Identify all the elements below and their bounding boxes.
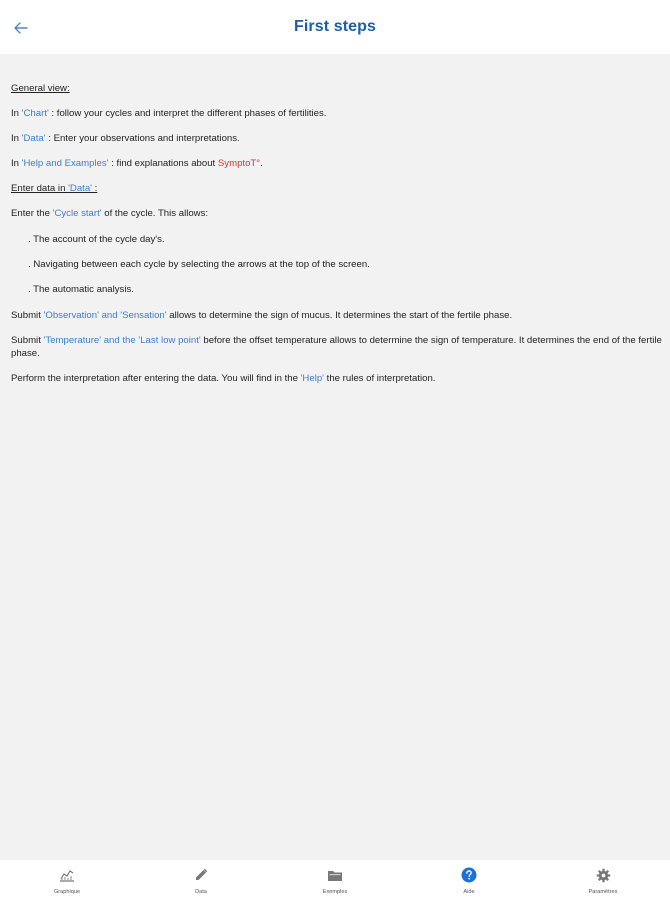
general-view-heading: General view: xyxy=(11,83,70,94)
brand-name: SymptoT° xyxy=(217,158,261,169)
link-chart[interactable]: 'Chart' xyxy=(21,108,49,119)
nav-data[interactable]: Data xyxy=(134,860,268,900)
folder-icon xyxy=(327,867,343,883)
paragraph-observation: Submit 'Observation' and 'Sensation' allows to determine the sign of mucus. It determines the start of the fertile phase. xyxy=(11,310,513,321)
nav-graphique[interactable]: Graphique xyxy=(0,860,134,900)
arrow-left-icon xyxy=(14,22,28,34)
back-button[interactable] xyxy=(10,17,32,39)
help-icon xyxy=(461,867,477,883)
link-temperature[interactable]: 'Temperature' and the 'Last low point' xyxy=(43,335,201,346)
paragraph-chart: In 'Chart' : follow your cycles and interpret the different phases of fertilities. xyxy=(11,108,327,119)
link-data[interactable]: 'Data' xyxy=(21,133,46,144)
gear-icon xyxy=(596,867,611,883)
top-app-bar xyxy=(0,0,670,54)
pencil-icon xyxy=(194,867,208,883)
bullet-item: . The account of the cycle day's. xyxy=(28,234,165,245)
page-title: First steps xyxy=(293,18,376,35)
paragraph-help: In 'Help and Examples' : find explanations about SymptoT°. xyxy=(11,158,263,169)
nav-aide[interactable]: Aide xyxy=(402,860,536,900)
nav-exemples[interactable]: Exemples xyxy=(268,860,402,900)
enter-data-heading: Enter data in 'Data' : xyxy=(11,183,98,194)
link-help[interactable]: 'Help' xyxy=(300,373,324,384)
bottom-navigation xyxy=(0,860,670,900)
link-cycle-start[interactable]: 'Cycle start' xyxy=(52,208,102,219)
help-content xyxy=(11,76,663,385)
paragraph-data: In 'Data' : Enter your observations and interpretations. xyxy=(11,133,240,144)
link-observation-sensation[interactable]: 'Observation' and 'Sensation' xyxy=(43,310,167,321)
bullet-item: . The automatic analysis. xyxy=(28,284,134,295)
paragraph-cycle-start: Enter the 'Cycle start' of the cycle. This allows: xyxy=(11,208,209,219)
bullet-item: . Navigating between each cycle by selecting the arrows at the top of the screen. xyxy=(28,259,370,270)
paragraph-temperature: Submit 'Temperature' and the 'Last low point' before the offset temperature allows to determine the sign of temperature. It determines the end of the fertile phase. xyxy=(11,335,662,359)
link-data-heading[interactable]: 'Data' xyxy=(68,183,93,194)
link-help-examples[interactable]: 'Help and Examples' xyxy=(21,158,109,169)
nav-parametres[interactable]: Paramètres xyxy=(536,860,670,900)
chart-icon xyxy=(59,867,75,883)
paragraph-interpretation: Perform the interpretation after entering the data. You will find in the 'Help' the rules of interpretation. xyxy=(11,373,436,384)
